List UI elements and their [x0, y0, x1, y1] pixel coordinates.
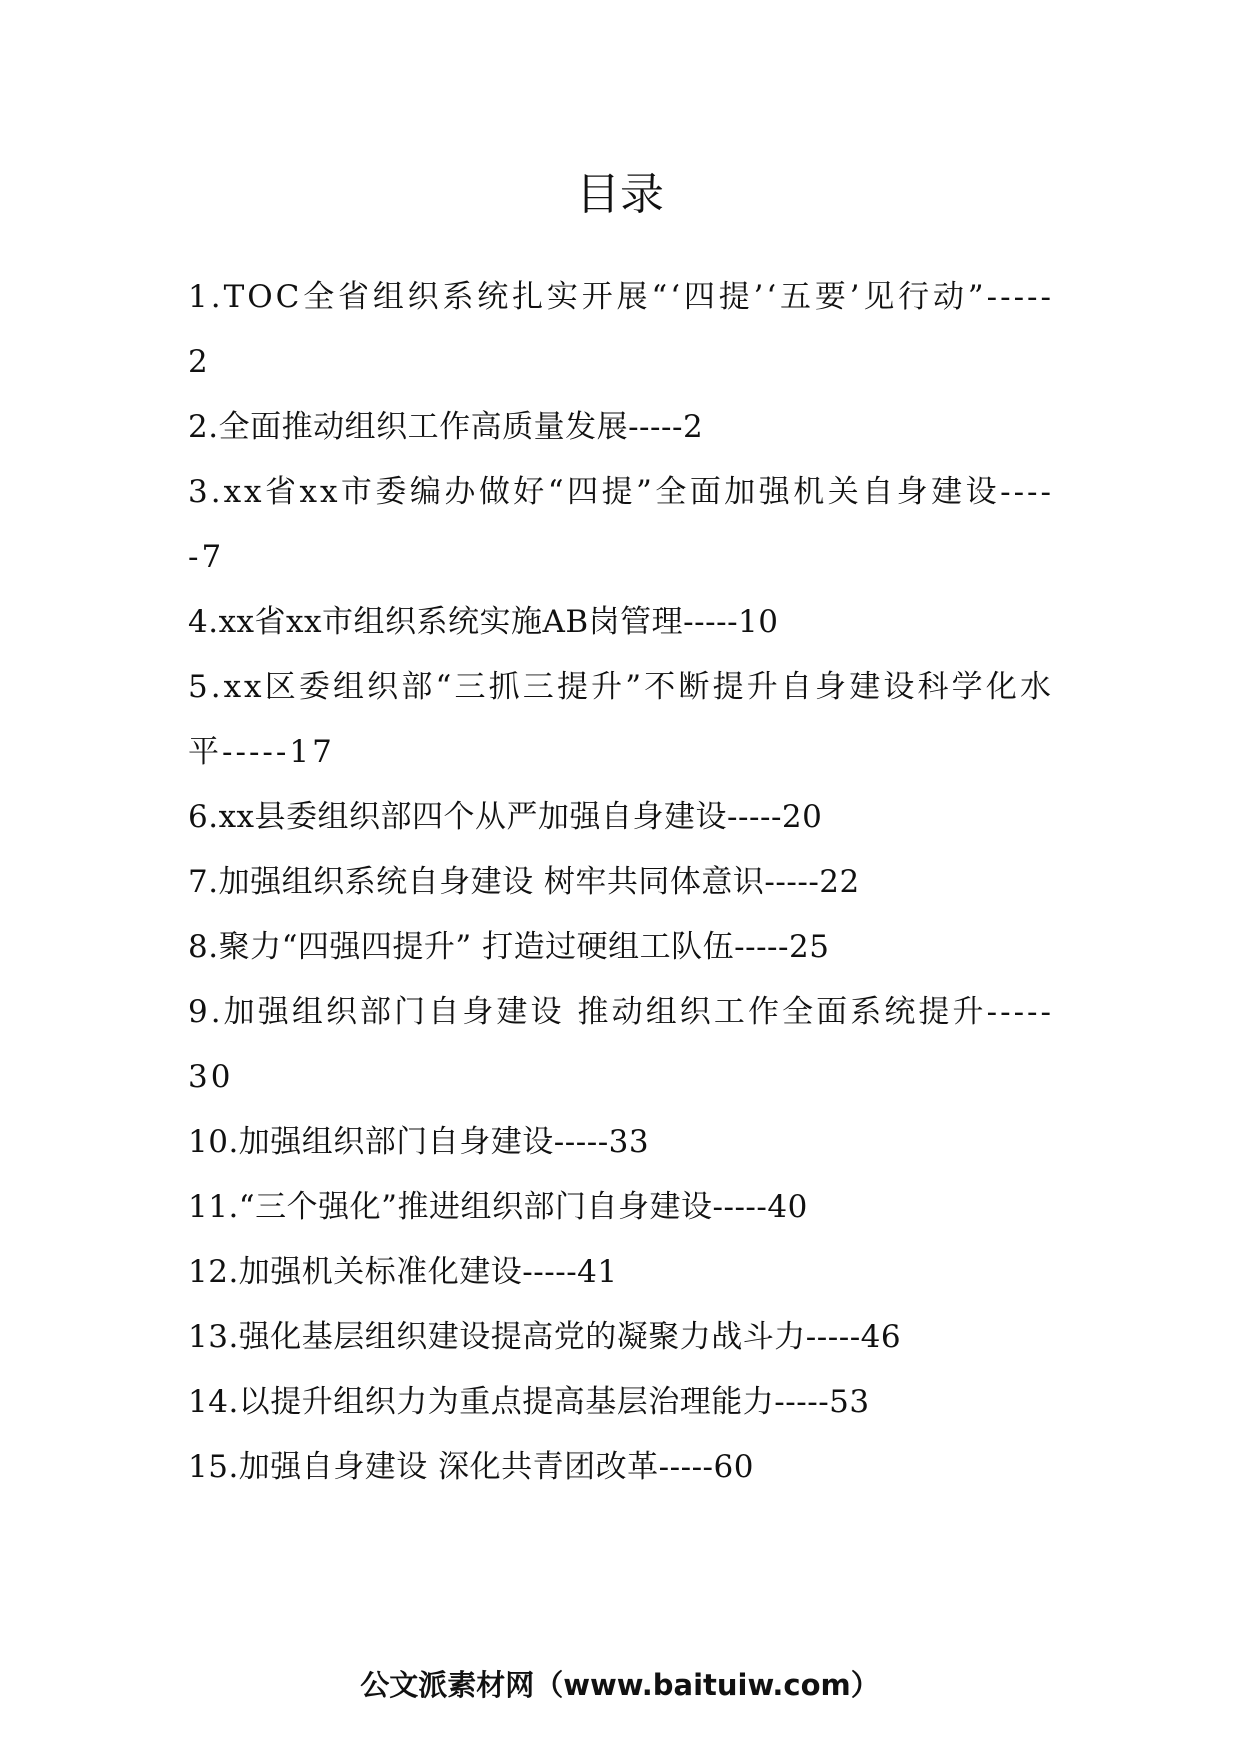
toc-entry-10[interactable]: 10.加强组织部门自身建设-----33: [188, 1124, 650, 1160]
toc-entry-13[interactable]: 13.强化基层组织建设提高党的凝聚力战斗力-----46: [188, 1319, 902, 1355]
toc-entry-12[interactable]: 12.加强机关标准化建设-----41: [188, 1254, 618, 1290]
toc-entry-2[interactable]: 2.全面推动组织工作高质量发展-----2: [188, 409, 704, 445]
toc-entry-3[interactable]: 3.xx省xx市委编办做好“四提”全面加强机关自身建设-----7: [188, 474, 1054, 575]
toc-entry-6[interactable]: 6.xx县委组织部四个从严加强自身建设-----20: [188, 799, 823, 835]
toc-entry-14[interactable]: 14.以提升组织力为重点提高基层治理能力-----53: [188, 1384, 870, 1420]
table-of-contents: [188, 265, 1054, 1500]
toc-entry-5[interactable]: 5.xx区委组织部“三抓三提升”不断提升自身建设科学化水平-----17: [188, 669, 1054, 770]
toc-entry-11[interactable]: 11.“三个强化”推进组织部门自身建设-----40: [188, 1189, 808, 1225]
toc-entry-4[interactable]: 4.xx省xx市组织系统实施AB岗管理-----10: [188, 604, 779, 640]
toc-entry-15[interactable]: 15.加强自身建设 深化共青团改革-----60: [188, 1449, 754, 1485]
footer-source: 公文派素材网（www.baituiw.com）: [360, 1668, 880, 1702]
page-title: 目录: [576, 169, 664, 220]
toc-entry-9[interactable]: 9.加强组织部门自身建设 推动组织工作全面系统提升-----30: [188, 994, 1054, 1095]
toc-entry-8[interactable]: 8.聚力“四强四提升” 打造过硬组工队伍-----25: [188, 929, 830, 965]
toc-entry-7[interactable]: 7.加强组织系统自身建设 树牢共同体意识-----22: [188, 864, 860, 900]
toc-entry-1[interactable]: 1.TOC全省组织系统扎实开展“‘四提’‘五要’见行动”-----2: [188, 279, 1054, 380]
